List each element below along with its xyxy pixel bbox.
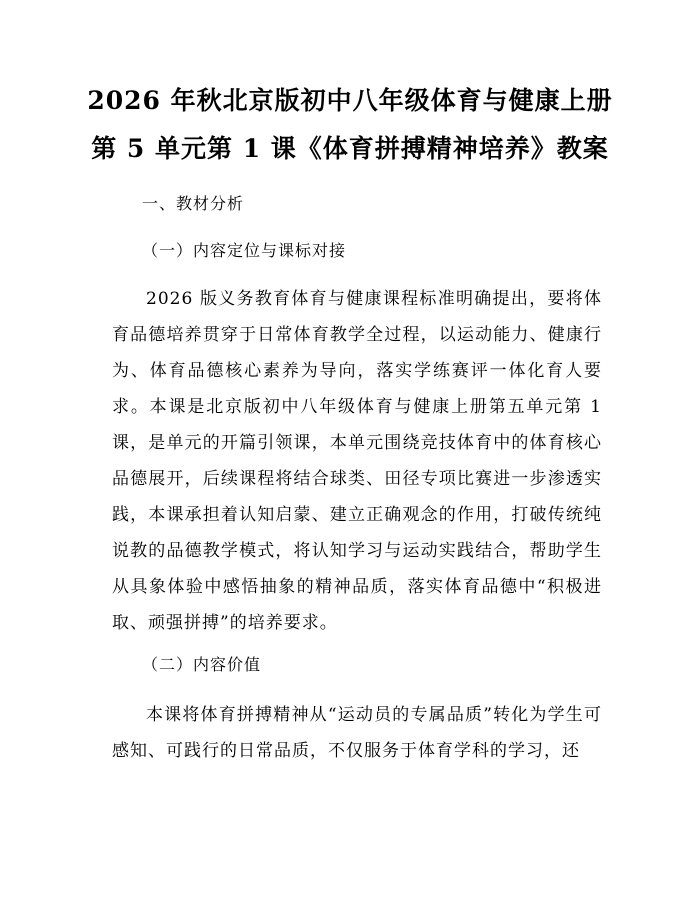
document-title-line-2: 第 5 单元第 1 课《体育拼搏精神培养》教案 xyxy=(91,134,609,163)
section-heading-textbook-analysis: 一、教材分析 xyxy=(142,194,245,213)
paragraph-content-positioning: 2026 版义务教育体育与健康课程标准明确提出，要将体育品德培养贯穿于日常体育教学全过程，以运动能力、健康行为、体育品德核心素养为导向，落实学练赛评一体化育人要求。本课是北京版初中八年级体育与健康上册第五单元第 1 课，是单元的开篇引领课，本单元围绕竞技体育中的体育核心品德展开，后续课程将结合球类、田径专项比赛进一步渗透实践，本课承担着认知启蒙、建立正确观念的作用，打破传统纯说教的品德教学模式，将认知学习与运动实践结合，帮助学生从具象体验中感悟抽象的精神品质，落实体育品德中“积极进取、顽强拼搏”的培养要求。 xyxy=(112,289,602,633)
subsection-heading-content-value: （二）内容价值 xyxy=(142,655,262,674)
paragraph-content-value: 本课将体育拼搏精神从“运动员的专属品质”转化为学生可感知、可践行的日常品质，不仅服务于体育学科的学习，还 xyxy=(112,705,602,761)
subsection-heading-content-positioning: （一）内容定位与课标对接 xyxy=(142,241,347,260)
document-title-line-1: 2026 年秋北京版初中八年级体育与健康上册 xyxy=(87,86,613,115)
